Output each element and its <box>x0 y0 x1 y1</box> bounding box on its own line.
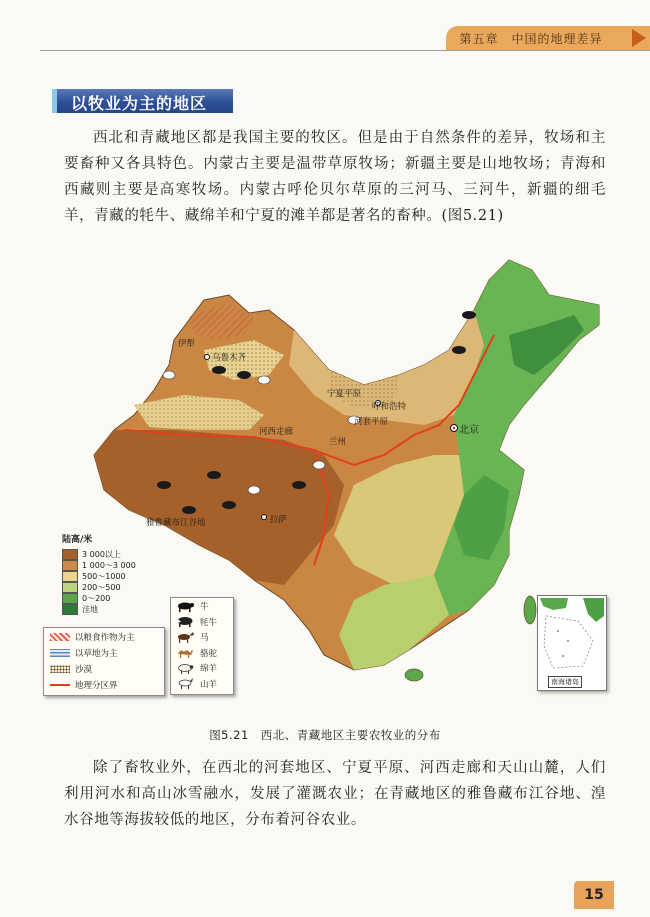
south-sea-label: 南海诸岛 <box>548 676 582 688</box>
animal-label: 牛 <box>200 602 209 613</box>
animal-legend-item <box>175 677 233 692</box>
animal-legend-item <box>175 599 233 614</box>
horse-icon <box>175 632 195 643</box>
swatch <box>62 571 78 582</box>
page-number: 15 <box>574 881 614 909</box>
header-rule <box>40 50 650 51</box>
desert-swatch <box>50 665 70 673</box>
land-use-legend <box>43 627 165 696</box>
elevation-legend-item <box>62 560 162 570</box>
animal-legend-item <box>175 615 233 630</box>
animal-label: 山羊 <box>200 679 218 690</box>
grassland-swatch <box>50 649 70 657</box>
elevation-legend-item <box>62 582 162 592</box>
chapter-arrow-icon <box>632 29 646 47</box>
land-legend-item <box>50 662 164 676</box>
swatch <box>62 593 78 604</box>
map-label-yining: 伊犁 <box>178 339 196 349</box>
chapter-title: 第五章 中国的地理差异 <box>459 32 603 46</box>
map-label-hetao: 河套平原 <box>354 417 389 427</box>
land-label: 沙漠 <box>75 665 93 675</box>
yak-icon <box>175 616 195 627</box>
map-label-beijing: 北京 <box>459 425 479 436</box>
cattle-icon <box>175 601 195 612</box>
camel-icon <box>175 647 195 658</box>
map-label-urumqi: 乌鲁木齐 <box>212 353 247 363</box>
land-label: 以粮食作物为主 <box>75 633 135 643</box>
map-label-lhasa: 拉萨 <box>270 515 288 525</box>
animal-legend-item <box>175 630 233 645</box>
elevation-legend-item <box>62 549 162 559</box>
map-label-hexi: 河西走廊 <box>259 427 294 437</box>
land-legend-item <box>50 678 164 692</box>
map-label-ningxia: 宁夏平原 <box>327 389 362 399</box>
swatch <box>62 582 78 593</box>
south-sea-inset <box>537 595 607 691</box>
section-title: 以牧业为主的地区 <box>71 94 208 113</box>
elevation-label: 200～500 <box>82 582 121 592</box>
swatch <box>62 549 78 560</box>
animal-legend-item <box>175 646 233 661</box>
land-label: 地理分区界 <box>75 681 118 691</box>
elevation-legend-item <box>62 593 162 603</box>
grain-swatch <box>50 633 70 641</box>
sheep-icon <box>175 663 195 674</box>
figure-caption: 图5.21 西北、青藏地区主要农牧业的分布 <box>209 728 441 742</box>
map-label-hohhot: 呼和浩特 <box>372 402 407 412</box>
animal-legend-item <box>175 661 233 676</box>
land-legend-item <box>50 646 164 660</box>
map-label-lanzhou: 兰州 <box>329 437 347 447</box>
elevation-label: 500～1000 <box>82 571 126 581</box>
map-label-yarlung: 雅鲁藏布江谷地 <box>146 518 206 528</box>
land-label: 以草地为主 <box>75 649 118 659</box>
elevation-legend-title: 陆高/米 <box>62 535 93 545</box>
body-paragraph: 除了畜牧业外，在西北的河套地区、宁夏平原、河西走廊和天山山麓，人们利用河水和高山冰雪融水，发展了灌溉农业；在青藏地区的雅鲁藏布江谷地、湟水谷地等海拔较低的地区，分布着河谷农业。 <box>64 760 606 828</box>
livestock-legend <box>170 597 234 695</box>
section-title-banner <box>52 89 233 113</box>
chapter-tab <box>446 26 650 50</box>
boundary-swatch <box>50 684 70 686</box>
animal-label: 牦牛 <box>200 617 218 628</box>
goat-icon <box>175 678 195 689</box>
intro-paragraph: 西北和青藏地区都是我国主要的牧区。但是由于自然条件的差异，牧场和主要畜种又各具特色。内蒙古主要是温带草原牧场；新疆主要是山地牧场；青海和西藏则主要是高寒牧场。内蒙古呼伦贝尔草原的三河马、三河牛，新疆的细毛羊，青藏的牦牛、藏绵羊和宁夏的滩羊都是著名的畜种。(图5.21) <box>64 130 606 224</box>
elevation-label: 1 000～3 000 <box>82 560 136 570</box>
animal-label: 绵羊 <box>200 664 218 675</box>
land-legend-item <box>50 630 164 644</box>
elevation-label: 0～200 <box>82 593 111 603</box>
elevation-legend-item <box>62 571 162 581</box>
swatch <box>62 560 78 571</box>
elevation-legend-item <box>62 604 162 614</box>
elevation-label: 洼地 <box>82 604 98 614</box>
animal-label: 马 <box>200 633 209 644</box>
inset-map <box>538 596 606 676</box>
elevation-label: 3 000以上 <box>82 549 121 559</box>
swatch <box>62 604 78 615</box>
elevation-legend <box>62 532 162 615</box>
animal-label: 骆驼 <box>200 648 218 659</box>
